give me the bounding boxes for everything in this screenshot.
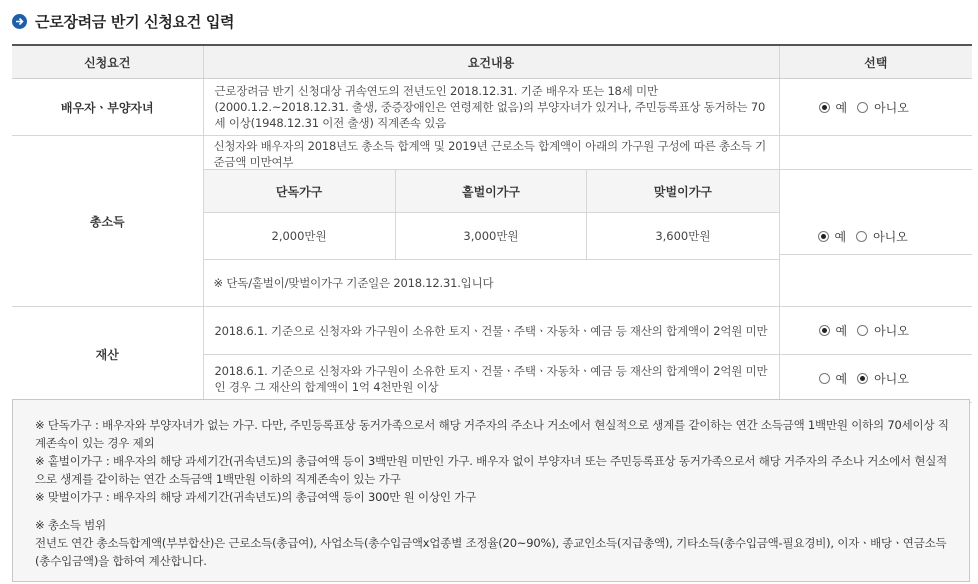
household-value-single: 2,000만원 [204, 213, 396, 260]
household-value-dual-earner: 3,600만원 [587, 213, 779, 260]
radio-group-property-1 [781, 322, 972, 339]
table-row-property-1 [12, 307, 972, 355]
content-cell-income [203, 136, 779, 307]
radio-checked-icon[interactable] [819, 102, 830, 113]
notes-box [12, 399, 970, 582]
radio-no-property-2[interactable] [857, 370, 909, 387]
household-table [204, 169, 779, 260]
radio-no-property-1[interactable] [857, 322, 909, 339]
radio-unchecked-icon[interactable] [819, 373, 830, 384]
requirements-table [12, 44, 972, 403]
income-range-title: ※ 총소득 범위 [35, 518, 106, 532]
radio-group-spouse [781, 99, 972, 116]
select-cell-property-2 [779, 355, 972, 403]
radio-label: 예 [835, 372, 848, 386]
category-property: 재산 [12, 307, 203, 403]
page-title: 근로장려금 반기 신청요건 입력 [35, 12, 235, 31]
radio-checked-icon[interactable] [819, 325, 830, 336]
notes-gap [35, 506, 949, 516]
household-header-single: 단독가구 [204, 170, 396, 213]
radio-unchecked-icon[interactable] [856, 231, 867, 242]
note-single-household: ※ 단독가구 : 배우자와 부양자녀가 없는 가구. 다만, 주민등록표상 동거가족으로서 해당 거주자의 주소나 거소에서 현실적으로 생계를 같이하는 연간 소득금액 1백만원 이하의 70세이상 직계존속이 있는 경우 제외 [35, 418, 949, 450]
select-cell-income [779, 136, 972, 307]
household-header-single-earner: 홑벌이가구 [395, 170, 587, 213]
radio-group-income [780, 228, 918, 245]
select-spacer [780, 136, 973, 170]
radio-label: 예 [835, 100, 848, 115]
category-income: 총소득 [12, 136, 203, 307]
household-note: ※ 단독/홑벌이/맞벌이가구 기준일은 2018.12.31.입니다 [213, 276, 494, 290]
page-header [12, 10, 234, 32]
header-condition: 신청요건 [12, 45, 203, 79]
household-header-row [204, 170, 779, 213]
household-header-dual-earner: 맞벌이가구 [587, 170, 779, 213]
radio-checked-icon[interactable] [818, 231, 829, 242]
income-requirement-text: 신청자와 배우자의 2018년도 총소득 합계액 및 2019년 근로소득 합계액이 아래의 가구원 구성에 따른 총소득 기준금액 미만여부 [213, 139, 767, 169]
radio-yes-property-2[interactable] [819, 370, 848, 387]
radio-yes-property-1[interactable] [819, 322, 848, 339]
radio-label: 아니오 [874, 100, 909, 115]
header-select: 선택 [779, 45, 972, 79]
radio-checked-icon[interactable] [857, 373, 868, 384]
category-spouse: 배우자ㆍ부양자녀 [12, 79, 203, 136]
radio-no-income[interactable] [856, 228, 908, 245]
radio-label: 아니오 [874, 324, 909, 338]
radio-unchecked-icon[interactable] [857, 325, 868, 336]
household-value-single-earner: 3,000만원 [395, 213, 587, 260]
radio-unchecked-icon[interactable] [857, 102, 868, 113]
spouse-requirement-text: 근로장려금 반기 신청대상 귀속연도의 전년도인 2018.12.31. 기준 배우자 또는 18세 미만(2000.1.2.~2018.12.31. 출생, 중증장애인은 연령제한 없음)의 부양자녀가 있거나, 주민등록표상 동거하는 70세 이상(1948.12.31 이전 출생) 직계존속 있음 [214, 84, 766, 130]
radio-yes-income[interactable] [818, 228, 847, 245]
table-row-spouse [12, 79, 972, 136]
radio-label: 예 [834, 230, 847, 244]
household-value-row [204, 213, 779, 260]
property-requirement-text-1: 2018.6.1. 기준으로 신청자와 가구원이 소유한 토지ㆍ건물ㆍ주택ㆍ자동차ㆍ예금 등 재산의 합계액이 2억원 미만 [214, 323, 768, 338]
property-requirement-text-2: 2018.6.1. 기준으로 신청자와 가구원이 소유한 토지ㆍ건물ㆍ주택ㆍ자동차ㆍ예금 등 재산의 합계액이 2억원 미만인 경우 그 재산의 합계액이 1억 4천만원 이상 [214, 363, 768, 394]
select-area-income [780, 170, 973, 255]
note-dual-earner-household: ※ 맞벌이가구 : 배우자의 해당 과세기간(귀속년도)의 총급여액 등이 300만 원 이상인 가구 [35, 490, 477, 504]
table-row-income [12, 136, 972, 307]
radio-group-property-2 [781, 370, 972, 387]
arrow-right-circle-icon [12, 14, 27, 29]
select-cell-property-1 [779, 307, 972, 355]
content-cell-property-1 [203, 307, 779, 355]
radio-label: 예 [835, 324, 848, 338]
header-content: 요건내용 [203, 45, 779, 79]
radio-no-spouse[interactable] [857, 99, 909, 116]
select-cell-spouse [779, 79, 972, 136]
content-cell-spouse [203, 79, 779, 136]
radio-label: 아니오 [873, 230, 908, 244]
table-header-row [12, 45, 972, 79]
content-cell-property-2 [203, 355, 779, 403]
radio-label: 아니오 [874, 372, 909, 386]
note-single-earner-household: ※ 홑벌이가구 : 배우자의 해당 과세기간(귀속년도)의 총급여액 등이 3백만원 미만인 가구. 배우자 없이 부양자녀 또는 주민등록표상 동거가족으로서 해당 거주자의 주소나 거소에서 현실적으로 생계를 같이하는 연간 소득금액 1백만원 이하의 직계존속이 있는 가구 [35, 454, 948, 486]
income-range-text: 전년도 연간 총소득합계액(부부합산)은 근로소득(총급여), 사업소득(총수입금액x업종별 조정율(20~90%), 종교인소득(지급총액), 기타소득(총수입금액-필요경비), 이자ㆍ배당ㆍ연금소득(총수입금액)을 합하여 계산합니다. [35, 536, 947, 568]
radio-yes-spouse[interactable] [819, 99, 848, 116]
